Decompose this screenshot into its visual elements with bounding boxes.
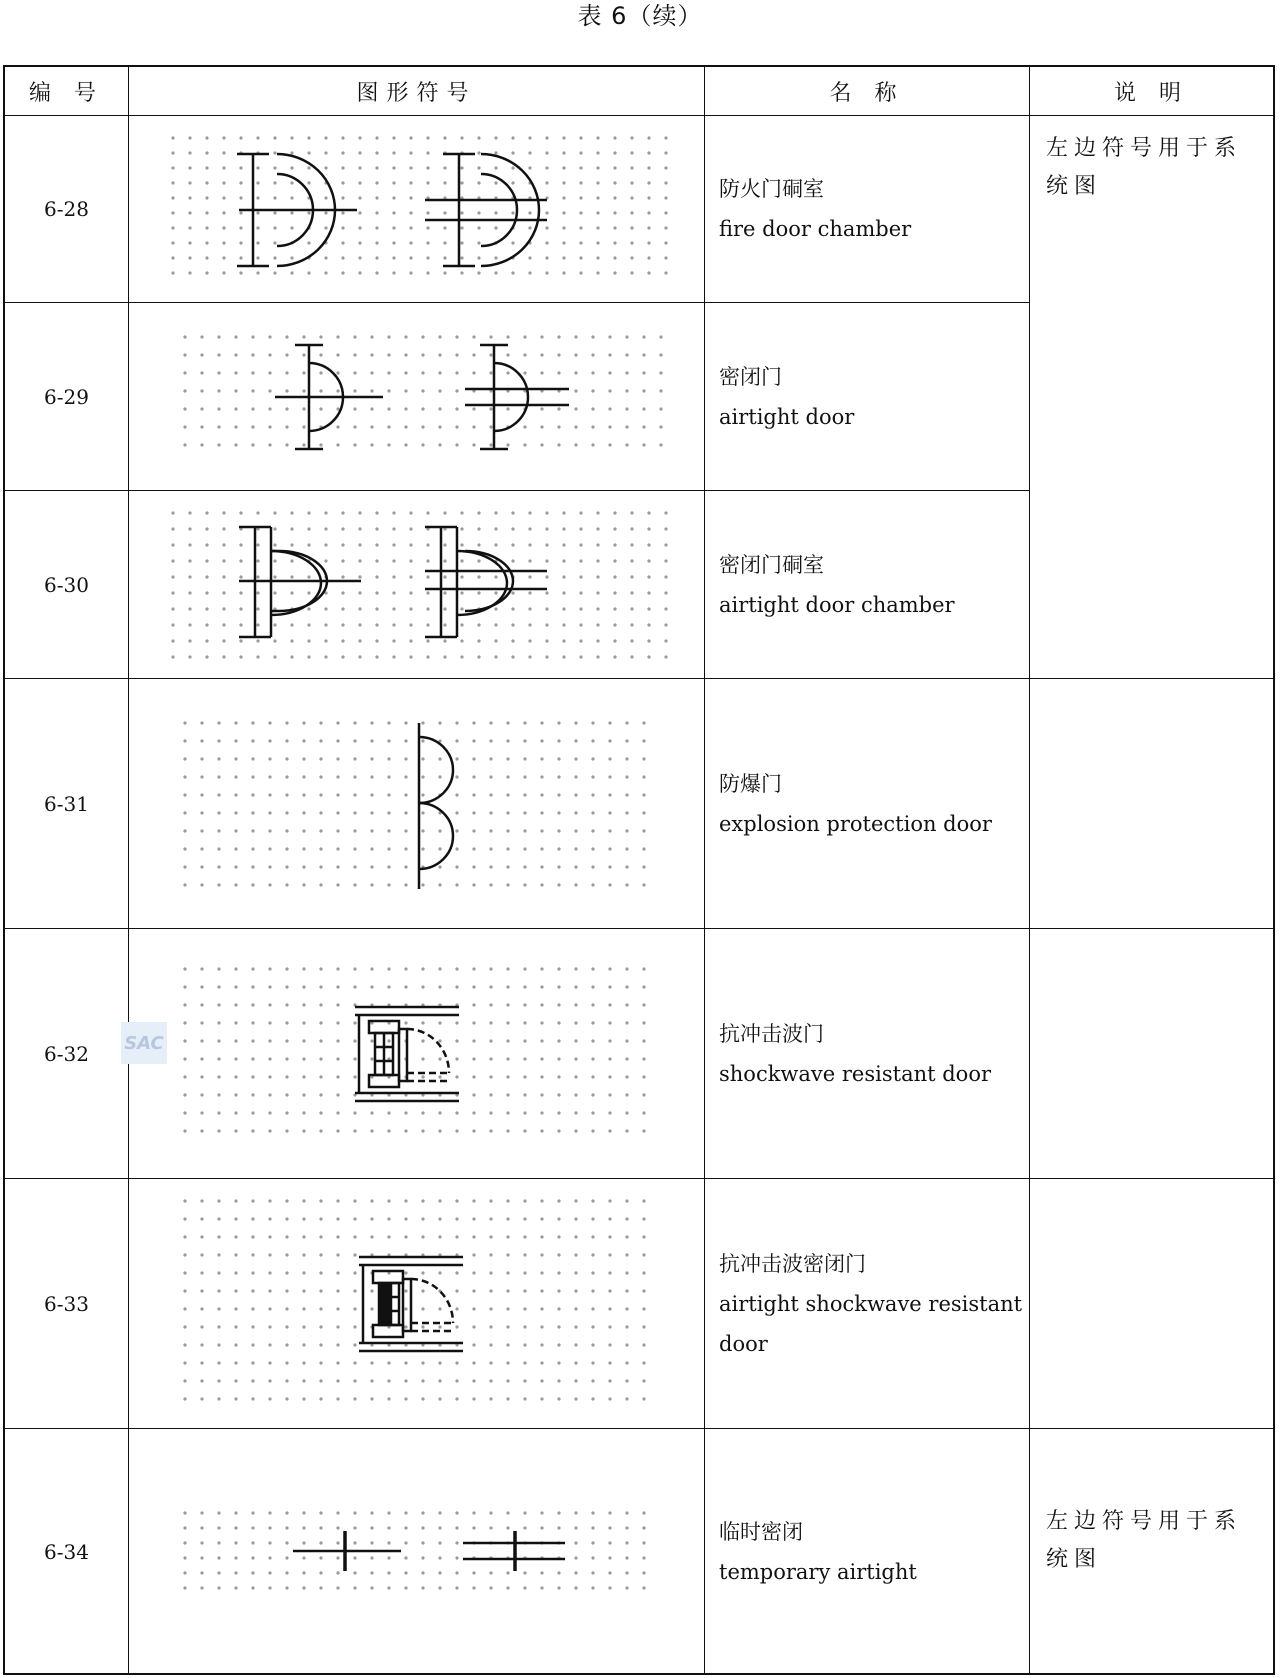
name-en: explosion protection door (719, 811, 992, 836)
row-name (705, 1429, 1030, 1675)
row-code: 6-34 (5, 1429, 129, 1675)
row-code: 6-28 (5, 116, 129, 303)
name-zh: 防火门硐室 (719, 177, 824, 201)
name-zh: 密闭门 (719, 364, 782, 389)
name-zh: 抗冲击波门 (719, 1021, 824, 1046)
note-cell-empty (1030, 929, 1273, 1179)
row-name (705, 303, 1030, 491)
name-zh: 密闭门硐室 (719, 552, 824, 577)
name-zh: 临时密闭 (719, 1520, 803, 1544)
name-en: shockwave resistant door (719, 1061, 991, 1086)
airtight-door-symbol (129, 303, 705, 491)
header-symbol: 图形符号 (129, 67, 705, 116)
table-caption: 表 6（续） (577, 2, 703, 30)
symbol-cell (129, 491, 705, 679)
symbol-cell (129, 929, 705, 1179)
temporary-airtight-symbol (129, 1429, 705, 1675)
name-en: temporary airtight (719, 1560, 917, 1584)
symbol-cell (129, 303, 705, 491)
symbol-cell (129, 1429, 705, 1675)
name-en: fire door chamber (719, 217, 912, 241)
row-code: 6-29 (5, 303, 129, 491)
header-note: 说 明 (1030, 67, 1273, 116)
row-code: 6-33 (5, 1179, 129, 1429)
fire-door-chamber-symbol (129, 116, 705, 303)
note-cell: 左边符号用于系统图 (1030, 116, 1273, 679)
name-zh: 抗冲击波密闭门 (719, 1251, 866, 1276)
symbol-cell (129, 679, 705, 929)
row-name (705, 1179, 1030, 1429)
row-name (705, 116, 1030, 303)
shockwave-resistant-door-symbol (129, 929, 705, 1179)
row-code: 6-30 (5, 491, 129, 679)
row-name (705, 929, 1030, 1179)
name-en: airtight shockwave resistant door (719, 1291, 1023, 1356)
note-cell-empty (1030, 1179, 1273, 1429)
name-en: airtight door (719, 404, 855, 429)
row-code: 6-32 (5, 929, 129, 1179)
row-name (705, 491, 1030, 679)
symbol-cell (129, 1179, 705, 1429)
name-zh: 防爆门 (719, 771, 782, 796)
note-cell: 左边符号用于系统图 (1046, 1509, 1243, 1572)
explosion-protection-door-symbol (129, 679, 705, 929)
symbol-cell (129, 116, 705, 303)
header-name: 名 称 (705, 67, 1030, 116)
name-en: airtight door chamber (719, 592, 955, 617)
row-code: 6-31 (5, 679, 129, 929)
airtight-shockwave-resistant-door-symbol (129, 1179, 705, 1429)
row-name (705, 679, 1030, 929)
sac-watermark: SAC (121, 1022, 167, 1064)
header-code: 编 号 (5, 67, 129, 116)
airtight-door-chamber-symbol (129, 491, 705, 679)
note-cell-empty (1030, 679, 1273, 929)
symbol-table (3, 65, 1275, 1675)
